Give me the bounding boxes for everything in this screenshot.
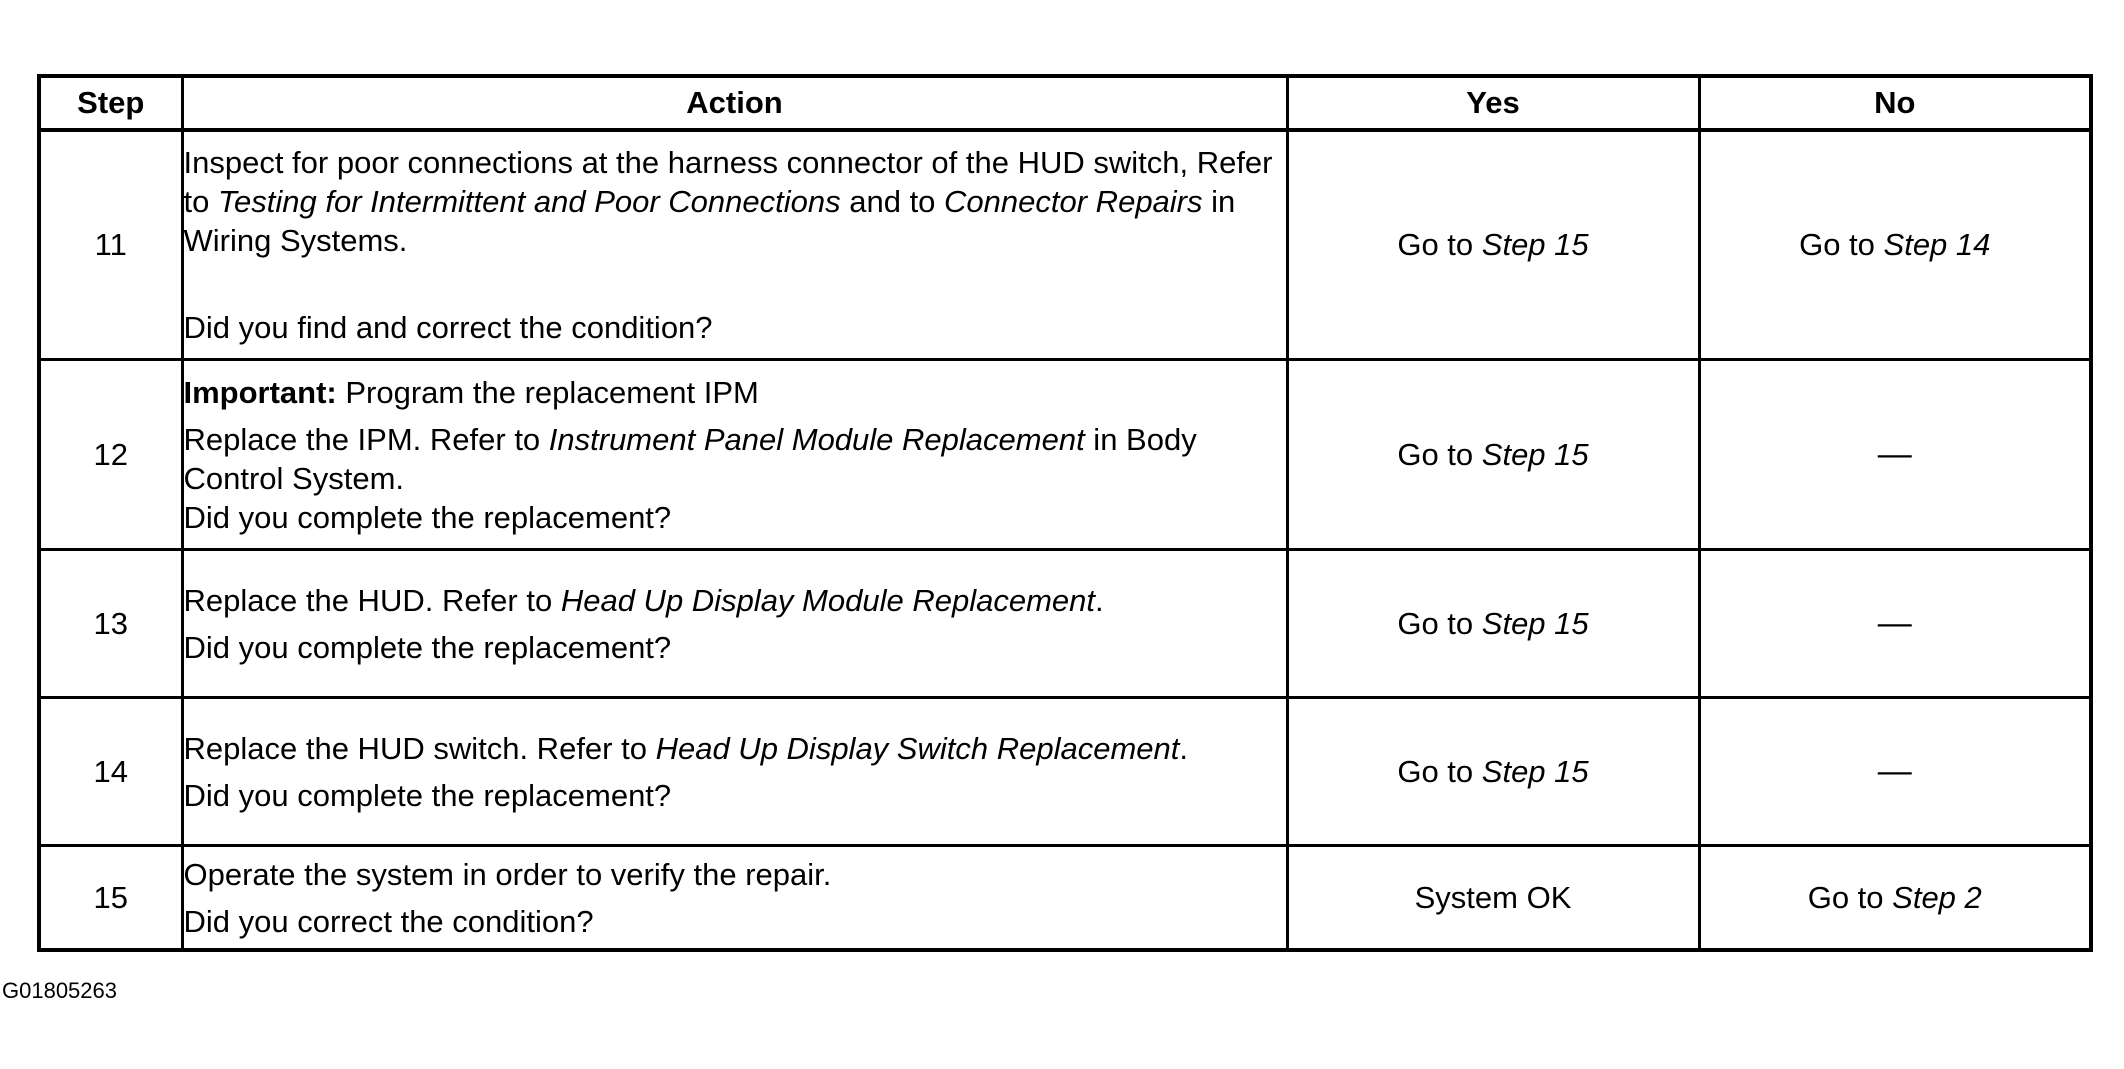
reference-link[interactable]: Testing for Intermittent and Poor Connections [217, 184, 841, 219]
action-question: Did you complete the replacement? [183, 777, 672, 813]
no-result: Go to Step 14 [1699, 130, 2091, 360]
no-result: — [1699, 360, 2091, 550]
yes-result: System OK [1287, 846, 1699, 951]
step-number: 13 [39, 550, 182, 698]
header-action: Action [182, 76, 1287, 130]
action-cell [182, 130, 1287, 360]
diagnostic-table [37, 74, 2093, 952]
action-cell [182, 846, 1287, 951]
step-link[interactable]: Step 15 [1481, 753, 1589, 789]
no-result: — [1699, 698, 2091, 846]
action-instruction: Replace the HUD. Refer to Head Up Display Module Replacement. [183, 582, 1104, 618]
action-instruction: Replace the HUD switch. Refer to Head Up Display Switch Replacement. [183, 730, 1188, 766]
header-step: Step [39, 76, 182, 130]
figure-id: G01805263 [2, 978, 117, 1003]
action-instruction: Operate the system in order to verify the repair. [183, 856, 832, 892]
step-link[interactable]: Step 15 [1481, 227, 1589, 262]
action-instruction: Replace the IPM. Refer to Instrument Panel Module Replacement in Body Control System. [183, 421, 1197, 496]
important-note: Important: Program the replacement IPM [183, 374, 759, 410]
step-number: 11 [39, 130, 182, 360]
table-header-row [39, 76, 2091, 130]
step-link[interactable]: Step 15 [1481, 605, 1589, 641]
no-result: Go to Step 2 [1699, 846, 2091, 951]
reference-link[interactable]: Head Up Display Switch Replacement [655, 730, 1180, 766]
reference-link[interactable]: Instrument Panel Module Replacement [548, 421, 1085, 457]
action-question: Did you correct the condition? [183, 903, 594, 939]
action-cell [182, 698, 1287, 846]
action-question: Did you complete the replacement? [183, 629, 672, 665]
step-number: 14 [39, 698, 182, 846]
step-link[interactable]: Step 2 [1892, 879, 1982, 915]
step-number: 15 [39, 846, 182, 951]
action-question: Did you find and correct the condition? [183, 310, 713, 345]
action-cell [182, 360, 1287, 550]
table-row [39, 360, 2091, 550]
yes-result: Go to Step 15 [1287, 698, 1699, 846]
reference-link[interactable]: Connector Repairs [944, 184, 1203, 219]
step-link[interactable]: Step 15 [1481, 436, 1589, 472]
table-row [39, 130, 2091, 360]
yes-result: Go to Step 15 [1287, 130, 1699, 360]
header-no: No [1699, 76, 2091, 130]
reference-link[interactable]: Head Up Display Module Replacement [560, 582, 1095, 618]
table-row [39, 698, 2091, 846]
step-number: 12 [39, 360, 182, 550]
action-question: Did you complete the replacement? [183, 499, 672, 535]
action-instruction: Inspect for poor connections at the harness connector of the HUD switch, Refer to Testing for Intermittent and Poor Connections and to Connector Repairs in Wiring Systems. [183, 145, 1273, 258]
yes-result: Go to Step 15 [1287, 360, 1699, 550]
header-yes: Yes [1287, 76, 1699, 130]
table-row [39, 550, 2091, 698]
yes-result: Go to Step 15 [1287, 550, 1699, 698]
action-cell [182, 550, 1287, 698]
step-link[interactable]: Step 14 [1883, 227, 1991, 262]
no-result: — [1699, 550, 2091, 698]
table-row [39, 846, 2091, 951]
